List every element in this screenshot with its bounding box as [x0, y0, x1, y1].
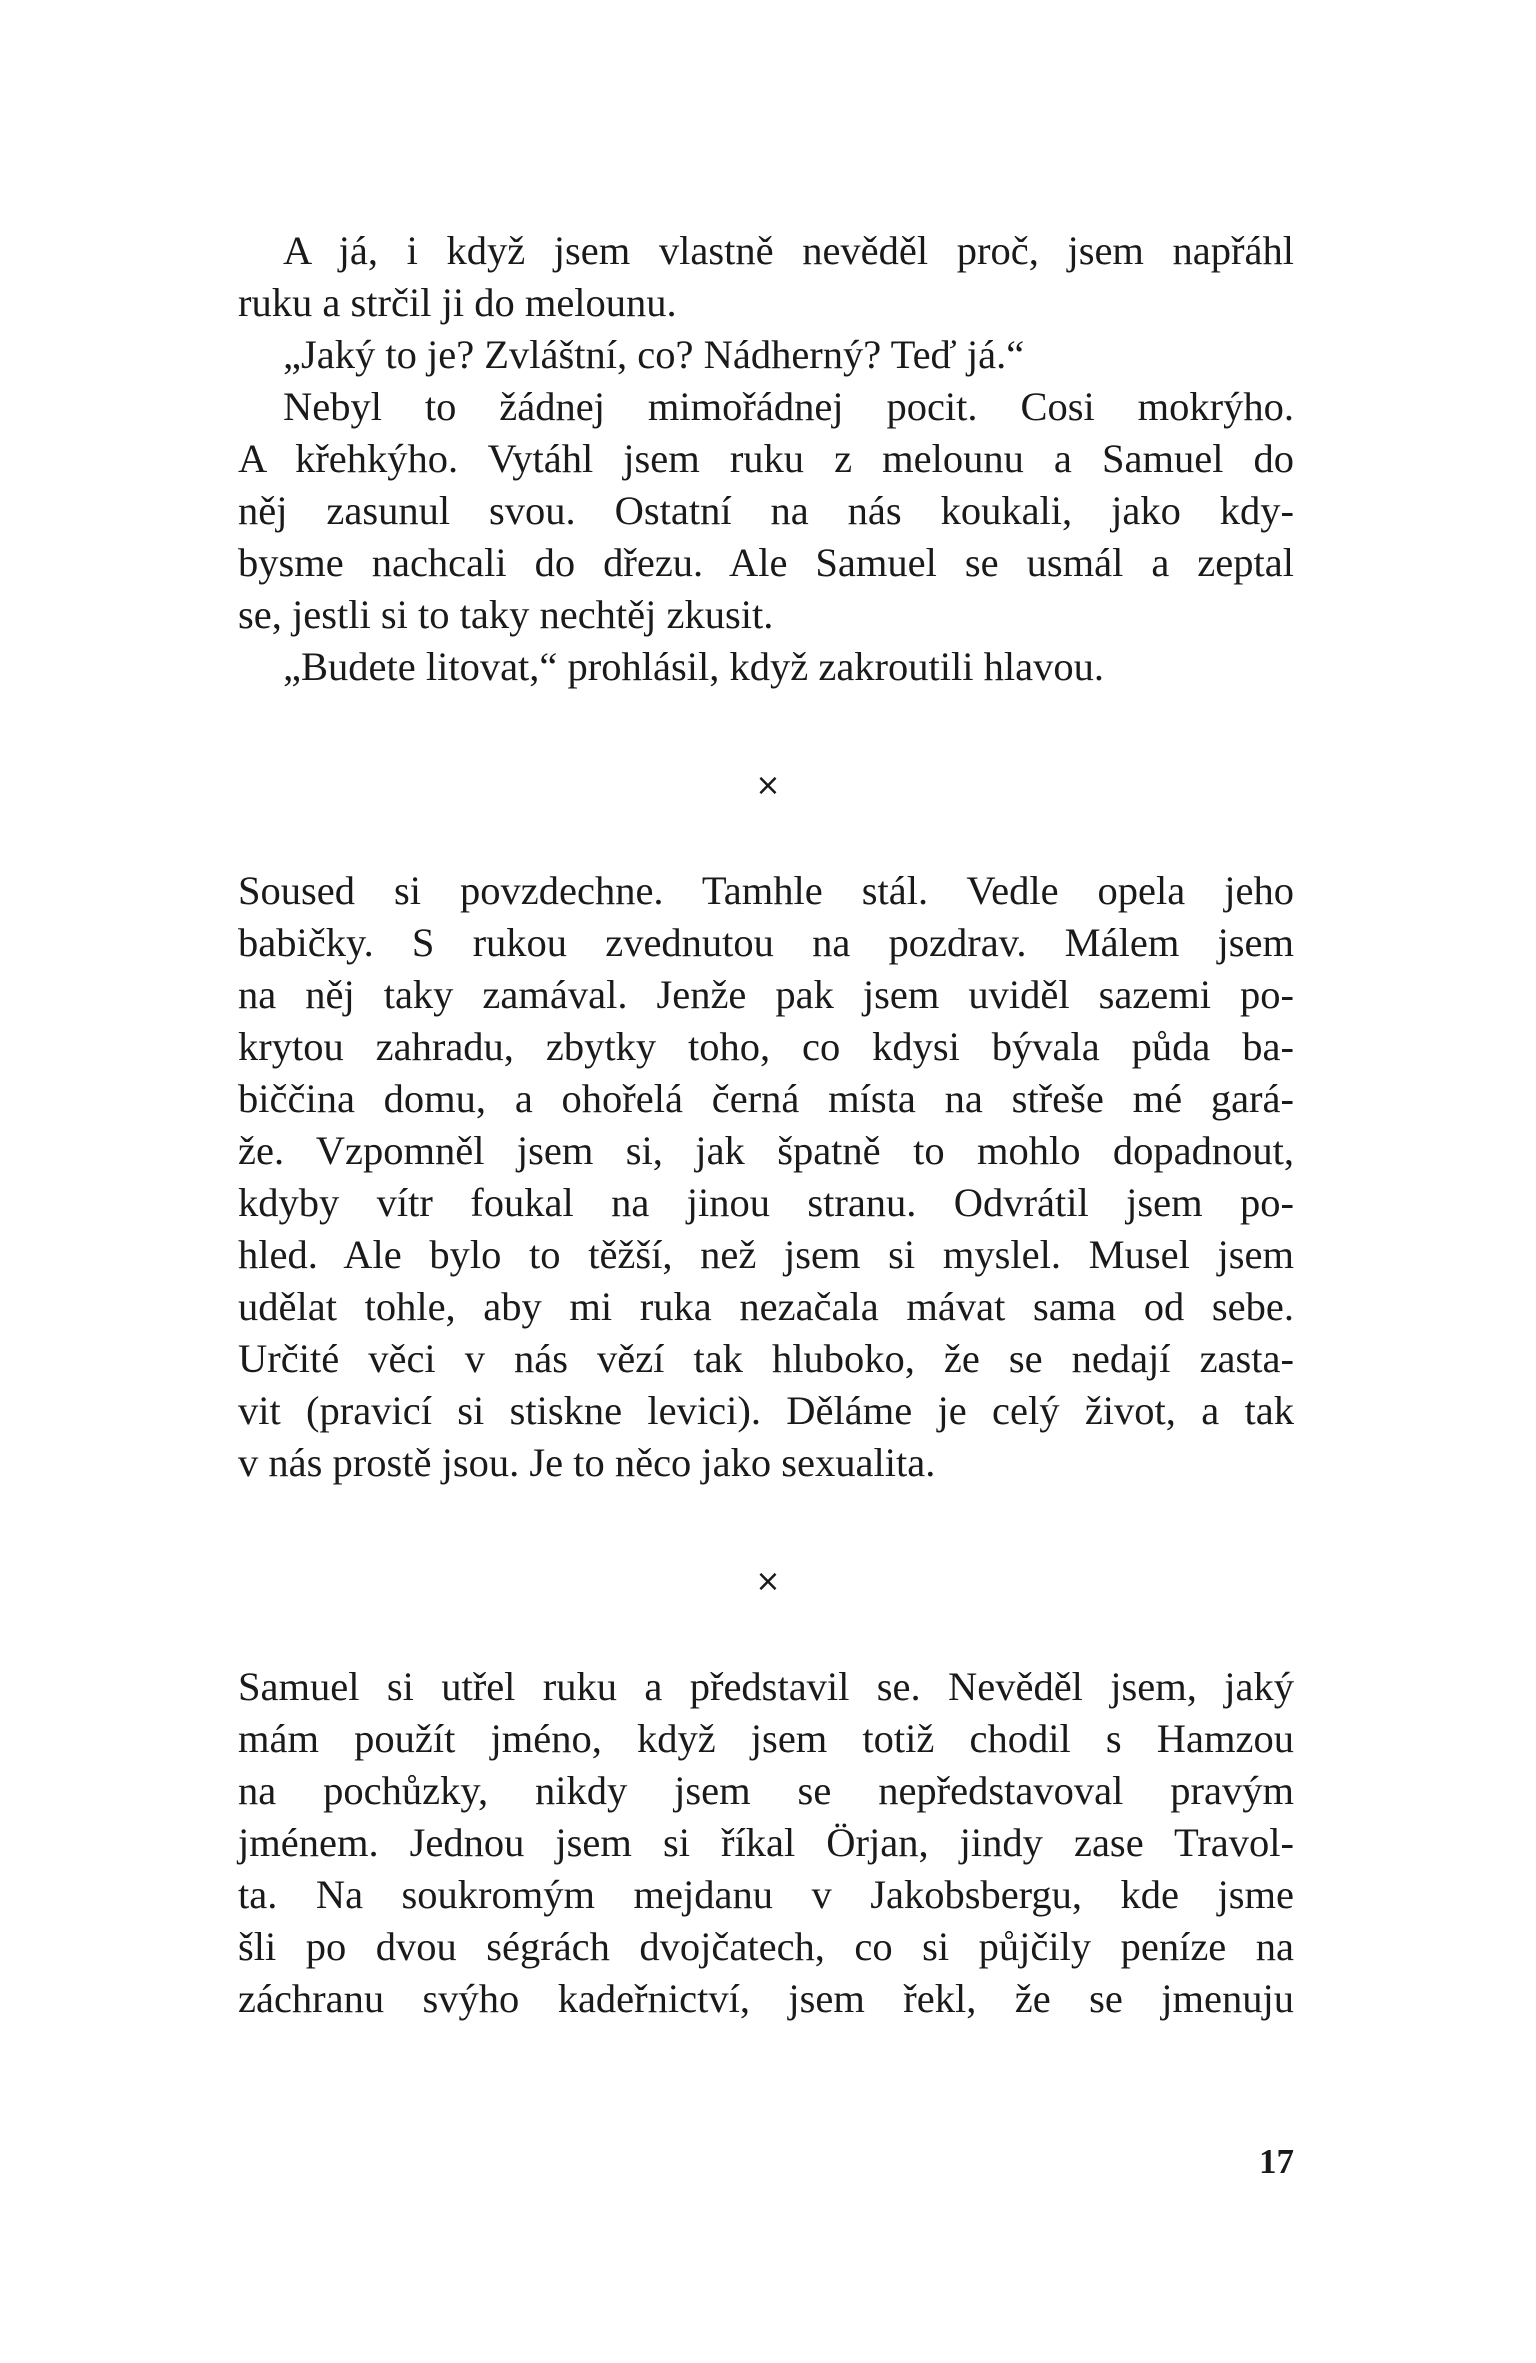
text-line: „Budete litovat,“ prohlásil, když zakroutili hlavou. — [283, 644, 1105, 689]
text-line: ruku a strčil ji do melounu. — [238, 280, 677, 325]
text-line: v nás prostě jsou. Je to něco jako sexualita. — [238, 1440, 936, 1485]
text-line: na pochůzky, nikdy jsem se nepředstavoval pravým — [238, 1768, 1294, 1813]
text-line: Určité věci v nás vězí tak hluboko, že se nedají zasta- — [238, 1336, 1294, 1381]
text-line: Samuel si utřel ruku a představil se. Nevěděl jsem, jaký — [238, 1664, 1294, 1709]
text-line: jménem. Jednou jsem si říkal Örjan, jindy zase Travol- — [238, 1820, 1294, 1865]
text-line: ta. Na soukromým mejdanu v Jakobsbergu, kde jsme — [238, 1872, 1294, 1917]
text-line: záchranu svýho kadeřnictví, jsem řekl, že se jmenuju — [238, 1976, 1294, 2021]
text-line: hled. Ale bylo to těžší, než jsem si myslel. Musel jsem — [238, 1232, 1294, 1277]
text-line: šli po dvou ségrách dvojčatech, co si půjčily peníze na — [238, 1924, 1294, 1969]
text-line: udělat tohle, aby mi ruka nezačala mávat sama od sebe. — [238, 1284, 1294, 1329]
text-line: A křehkýho. Vytáhl jsem ruku z melounu a Samuel do — [238, 436, 1294, 481]
text-line: Soused si povzdechne. Tamhle stál. Vedle opela jeho — [238, 868, 1294, 913]
text-line: že. Vzpomněl jsem si, jak špatně to mohlo dopadnout, — [238, 1128, 1294, 1173]
section-separator: × — [755, 768, 781, 803]
text-line: Nebyl to žádnej mimořádnej pocit. Cosi mokrýho. — [283, 384, 1294, 429]
text-line: krytou zahradu, zbytky toho, co kdysi bývala půda ba- — [238, 1024, 1294, 1069]
text-line: bysme nachcali do dřezu. Ale Samuel se usmál a zeptal — [238, 540, 1294, 585]
text-line: mám použít jméno, když jsem totiž chodil s Hamzou — [238, 1716, 1294, 1761]
text-line: kdyby vítr foukal na jinou stranu. Odvrátil jsem po- — [238, 1180, 1294, 1225]
text-line: biččina domu, a ohořelá černá místa na střeše mé gará- — [238, 1076, 1294, 1121]
text-line: „Jaký to je? Zvláštní, co? Nádherný? Teď já.“ — [283, 332, 1025, 377]
text-line: A já, i když jsem vlastně nevěděl proč, jsem napřáhl — [283, 228, 1294, 273]
text-line: se, jestli si to taky nechtěj zkusit. — [238, 592, 774, 637]
text-line: vit (pravicí si stiskne levici). Děláme je celý život, a tak — [238, 1388, 1294, 1433]
text-line: na něj taky zamával. Jenže pak jsem uviděl sazemi po- — [238, 972, 1294, 1017]
section-separator: × — [755, 1564, 781, 1599]
page-number: 17 — [1259, 2142, 1294, 2181]
text-line: babičky. S rukou zvednutou na pozdrav. Málem jsem — [238, 920, 1294, 965]
text-line: něj zasunul svou. Ostatní na nás koukali, jako kdy- — [238, 488, 1294, 533]
